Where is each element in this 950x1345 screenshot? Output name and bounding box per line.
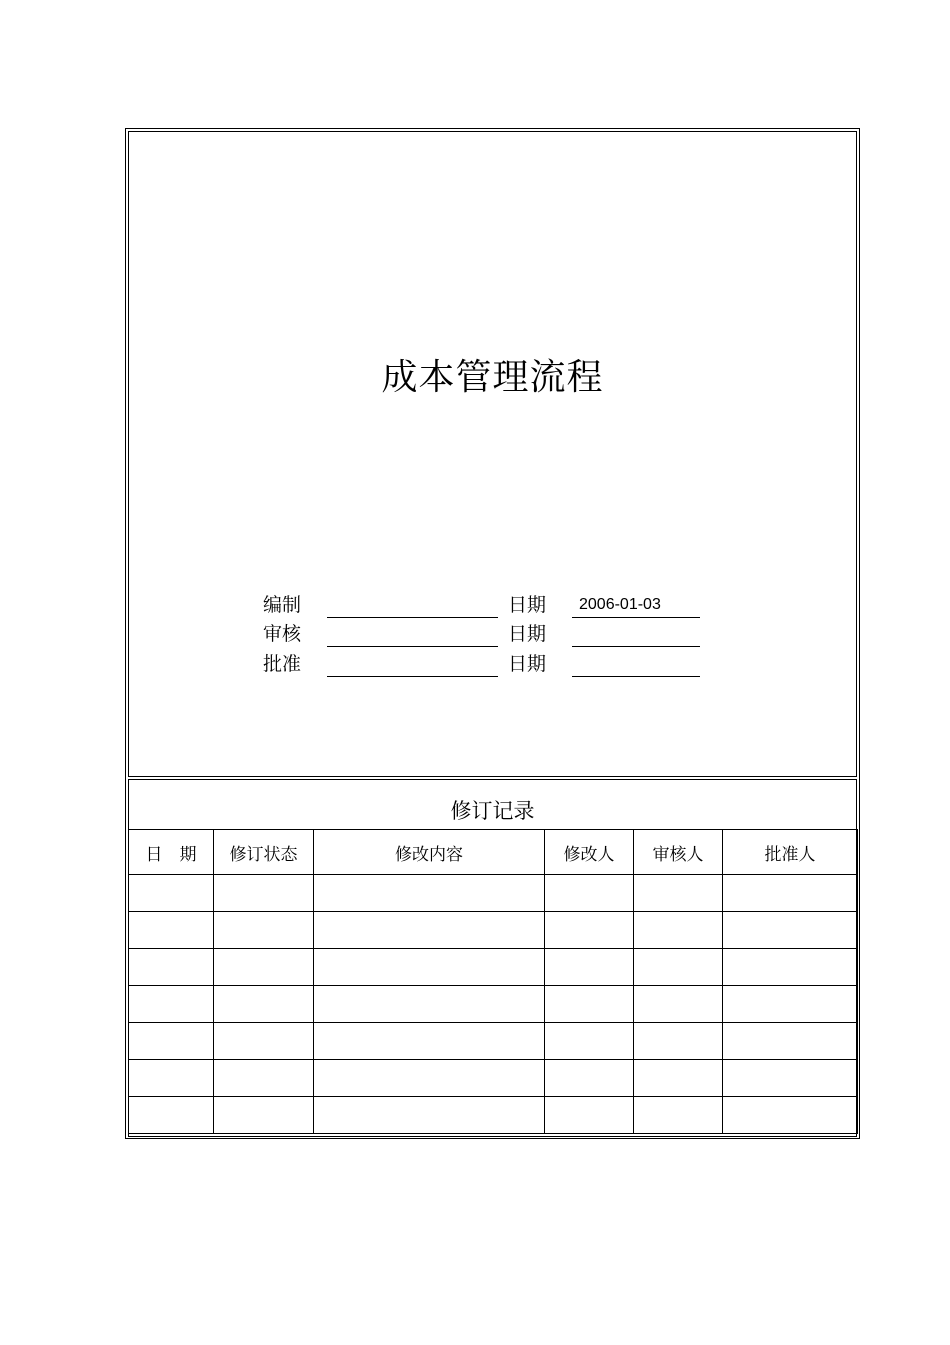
header-revision-status: 修订状态 [214,830,314,875]
table-cell [314,1097,545,1134]
signature-line [327,617,498,618]
table-row [129,875,858,912]
document-title: 成本管理流程 [381,357,604,398]
table-cell [723,875,858,912]
revision-record-table [128,829,858,1134]
revision-record-section [128,779,857,1137]
table-cell [314,986,545,1023]
table-cell [214,1023,314,1060]
header-modifier: 修改人 [545,830,634,875]
header-reviewer: 审核人 [634,830,723,875]
table-cell [545,1023,634,1060]
table-cell [314,949,545,986]
date-line [572,646,700,647]
table-cell [723,949,858,986]
cover-section [128,131,857,777]
table-cell [545,1097,634,1134]
table-cell [545,912,634,949]
header-approver: 批准人 [723,830,858,875]
table-row [129,1023,858,1060]
table-cell [634,912,723,949]
table-cell [723,986,858,1023]
table-cell [634,949,723,986]
table-cell [314,1023,545,1060]
table-cell [634,875,723,912]
signoff-row-prepared [129,591,856,619]
signoff-label: 批准 [263,653,302,675]
table-cell [545,986,634,1023]
table-row [129,912,858,949]
table-cell [214,986,314,1023]
header-date: 日 期 [129,830,214,875]
table-cell [634,1060,723,1097]
table-header-row [129,830,858,875]
signature-line [327,676,498,677]
table-cell [214,875,314,912]
table-cell [314,1060,545,1097]
date-label: 日期 [508,623,547,645]
revision-record-title: 修订记录 [129,780,856,830]
table-cell [545,875,634,912]
table-cell [634,1023,723,1060]
table-cell [129,875,214,912]
table-row [129,1060,858,1097]
date-label: 日期 [508,594,547,616]
signoff-label: 编制 [263,594,302,616]
table-cell [129,1060,214,1097]
table-cell [314,912,545,949]
table-cell [129,1023,214,1060]
table-cell [634,986,723,1023]
table-cell [214,1097,314,1134]
table-cell [129,1097,214,1134]
table-row [129,1097,858,1134]
table-cell [129,949,214,986]
table-cell [723,1023,858,1060]
date-label: 日期 [508,653,547,675]
table-cell [723,912,858,949]
signature-line [327,646,498,647]
header-change-content: 修改内容 [314,830,545,875]
table-cell [634,1097,723,1134]
table-cell [129,912,214,949]
table-cell [129,986,214,1023]
table-cell [723,1060,858,1097]
signoff-row-reviewed [129,620,856,648]
table-row [129,986,858,1023]
table-cell [545,949,634,986]
signoff-label: 审核 [263,623,302,645]
date-value: 2006-01-03 [579,596,661,613]
table-cell [214,912,314,949]
table-cell [314,875,545,912]
table-cell [545,1060,634,1097]
table-cell [214,1060,314,1097]
table-cell [723,1097,858,1134]
table-cell [214,949,314,986]
signoff-row-approved [129,650,856,678]
date-line [572,676,700,677]
table-row [129,949,858,986]
